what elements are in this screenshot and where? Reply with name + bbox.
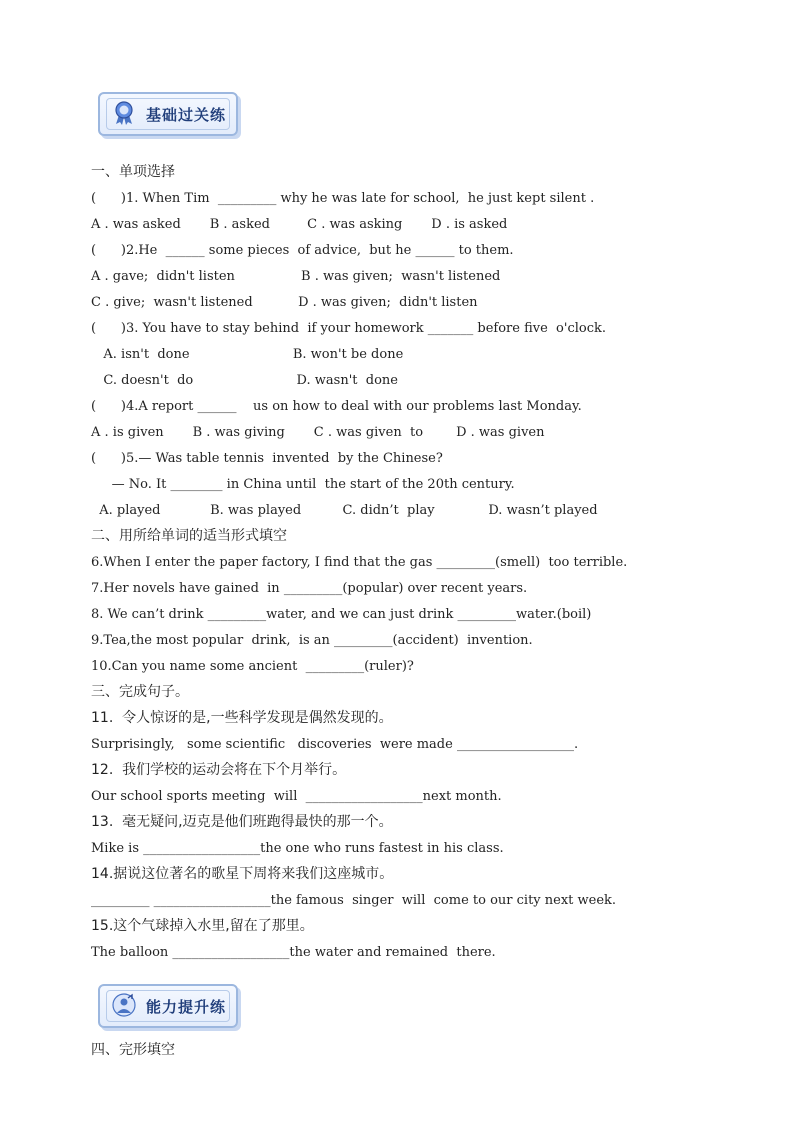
person-growth-icon [112,993,136,1017]
fill-in-item: 6.When I enter the paper factory, I find that the gas _________(smell) too terrible. [91,555,628,570]
section-heading: 四、完形填空 [91,1042,175,1058]
sentence-completion: Our school sports meeting will __________________next month. [91,789,502,804]
badge-title: 基础过关练 [146,106,227,124]
question-options: A . was asked B . asked C . was asking D . is asked [91,217,508,232]
question-options: C . give; wasn't listened D . was given; didn't listen [91,295,478,310]
fill-in-item: 9.Tea,the most popular drink, is an _________(accident) invention. [91,633,533,648]
question-text: ( )1. When Tim _________ why he was late for school, he just kept silent . [91,191,595,206]
sentence-completion: Surprisingly, some scientific discoveries were made __________________. [91,737,579,752]
chinese-prompt: 11. 令人惊讶的是,一些科学发现是偶然发现的。 [91,710,393,726]
section-heading: 三、完成句子。 [91,684,189,700]
question-options: A . is given B . was giving C . was given to D . was given [91,425,545,440]
chinese-prompt: 15.这个气球掉入水里,留在了那里。 [91,918,314,934]
question-text: ( )5.— Was table tennis invented by the Chinese? [91,451,443,466]
chinese-prompt: 13. 毫无疑问,迈克是他们班跑得最快的那一个。 [91,814,393,830]
sentence-completion: Mike is __________________the one who runs fastest in his class. [91,841,504,856]
question-text: ( )4.A report ______ us on how to deal with our problems last Monday. [91,399,582,414]
section-badge-advance [98,984,238,1028]
chinese-prompt: 14.据说这位著名的歌星下周将来我们这座城市。 [91,866,394,882]
sentence-completion: The balloon __________________the water and remained there. [91,945,496,960]
question-options: C. doesn't do D. wasn't done [91,373,398,388]
question-options: A. played B. was played C. didn’t play D. wasn’t played [91,503,598,518]
question-text: ( )2.He ______ some pieces of advice, but he ______ to them. [91,243,514,258]
question-text: — No. It ________ in China until the start of the 20th century. [91,477,515,492]
fill-in-item: 10.Can you name some ancient _________(ruler)? [91,659,414,674]
award-ribbon-icon [112,101,136,125]
section-badge-basic [98,92,238,136]
chinese-prompt: 12. 我们学校的运动会将在下个月举行。 [91,762,347,778]
question-options: A . gave; didn't listen B . was given; wasn't listened [91,269,501,284]
question-text: ( )3. You have to stay behind if your homework _______ before five o'clock. [91,321,607,336]
sentence-completion: _________ __________________the famous singer will come to our city next week. [91,893,617,908]
fill-in-item: 7.Her novels have gained in _________(popular) over recent years. [91,581,528,596]
badge-title: 能力提升练 [146,998,227,1016]
section-heading: 一、单项选择 [91,164,175,180]
fill-in-item: 8. We can’t drink _________water, and we can just drink _________water.(boil) [91,607,592,622]
question-options: A. isn't done B. won't be done [91,347,404,362]
section-heading: 二、用所给单词的适当形式填空 [91,528,287,544]
